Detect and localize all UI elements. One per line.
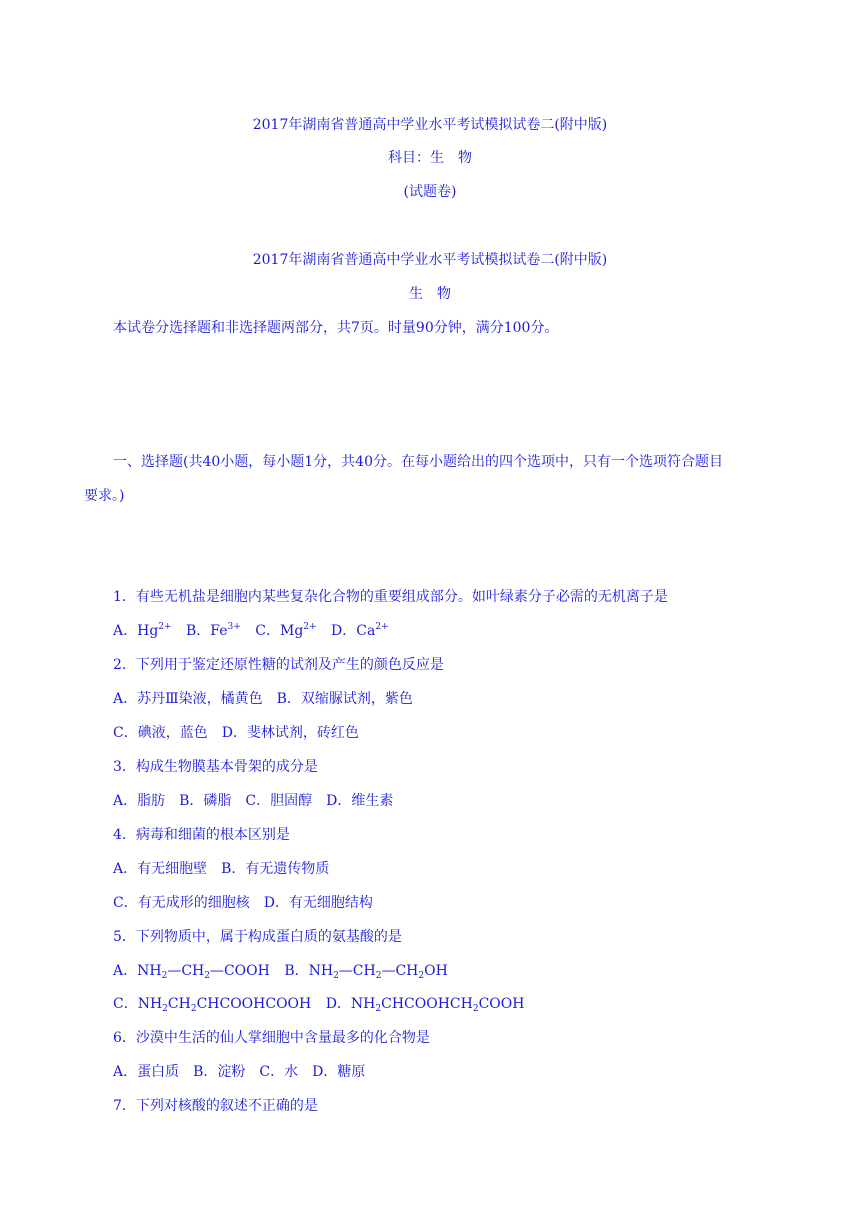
question-2-options-2: C．碘液，蓝色 D．斐林试剂，砖红色 [113,725,359,741]
question-4-options-2: C．有无成形的细胞核 D．有无细胞结构 [113,895,373,911]
question-5: 5．下列物质中，属于构成蛋白质的氨基酸的是 [113,929,402,945]
q1-option-c: C．$Mg^{2+}$ [255,622,317,639]
question-7: 7．下列对核酸的叙述不正确的是 [113,1098,318,1114]
question-3-options: A．脂肪 B．磷脂 C．胆固醇 D．维生素 [113,793,394,809]
section-heading-line1: 一、选择题(共40小题，每小题1分，共40分。在每小题给出的四个选项中，只有一个选项符合题目 [113,454,723,470]
header-title: 2017年湖南省普通高中学业水平考试模拟试卷二(附中版) [252,252,608,268]
header-subject: 生 物 [409,286,451,302]
question-5-options-2 [113,993,524,1014]
cover-paper-label: (试题卷) [403,184,457,200]
question-6: 6．沙漠中生活的仙人掌细胞中含量最多的化合物是 [113,1030,430,1046]
question-5-options-1 [113,960,448,981]
cover-subject: 科目：生 物 [388,150,472,166]
q5-option-b: B．$NH_2—CH_2—CH_2OH$ [284,963,448,981]
question-4-options-1: A．有无细胞壁 B．有无遗传物质 [113,861,330,877]
q1-option-d: D．$Ca^{2+}$ [331,622,389,639]
question-3: 3．构成生物膜基本骨架的成分是 [113,759,318,775]
q1-option-a: A．$Hg^{2+}$ [113,622,172,639]
question-4: 4．病毒和细菌的根本区别是 [113,827,290,843]
question-6-options: A．蛋白质 B．淀粉 C．水 D．糖原 [113,1064,366,1080]
question-1-options [113,620,389,640]
cover-title: 2017年湖南省普通高中学业水平考试模拟试卷二(附中版) [252,117,608,133]
question-1: 1．有些无机盐是细胞内某些复杂化合物的重要组成部分。如叶绿素分子必需的无机离子是 [113,589,668,605]
question-2: 2．下列用于鉴定还原性糖的试剂及产生的颜色反应是 [113,657,444,673]
q5-option-c: C．$NH_2CH_2CHCOOHCOOH$ [113,996,312,1014]
q5-option-d: D．$NH_2CHCOOHCH_2COOH$ [325,996,525,1014]
q1-option-b: B．$Fe^{3+}$ [186,622,241,639]
exam-intro: 本试卷分选择题和非选择题两部分，共7页。时量90分钟，满分100分。 [113,320,559,336]
q5-option-a: A．$NH_2—CH_2—COOH$ [113,963,270,981]
section-heading-line2: 要求。) [84,488,125,504]
question-2-options-1: A．苏丹Ⅲ染液，橘黄色 B．双缩脲试剂，紫色 [113,691,413,707]
